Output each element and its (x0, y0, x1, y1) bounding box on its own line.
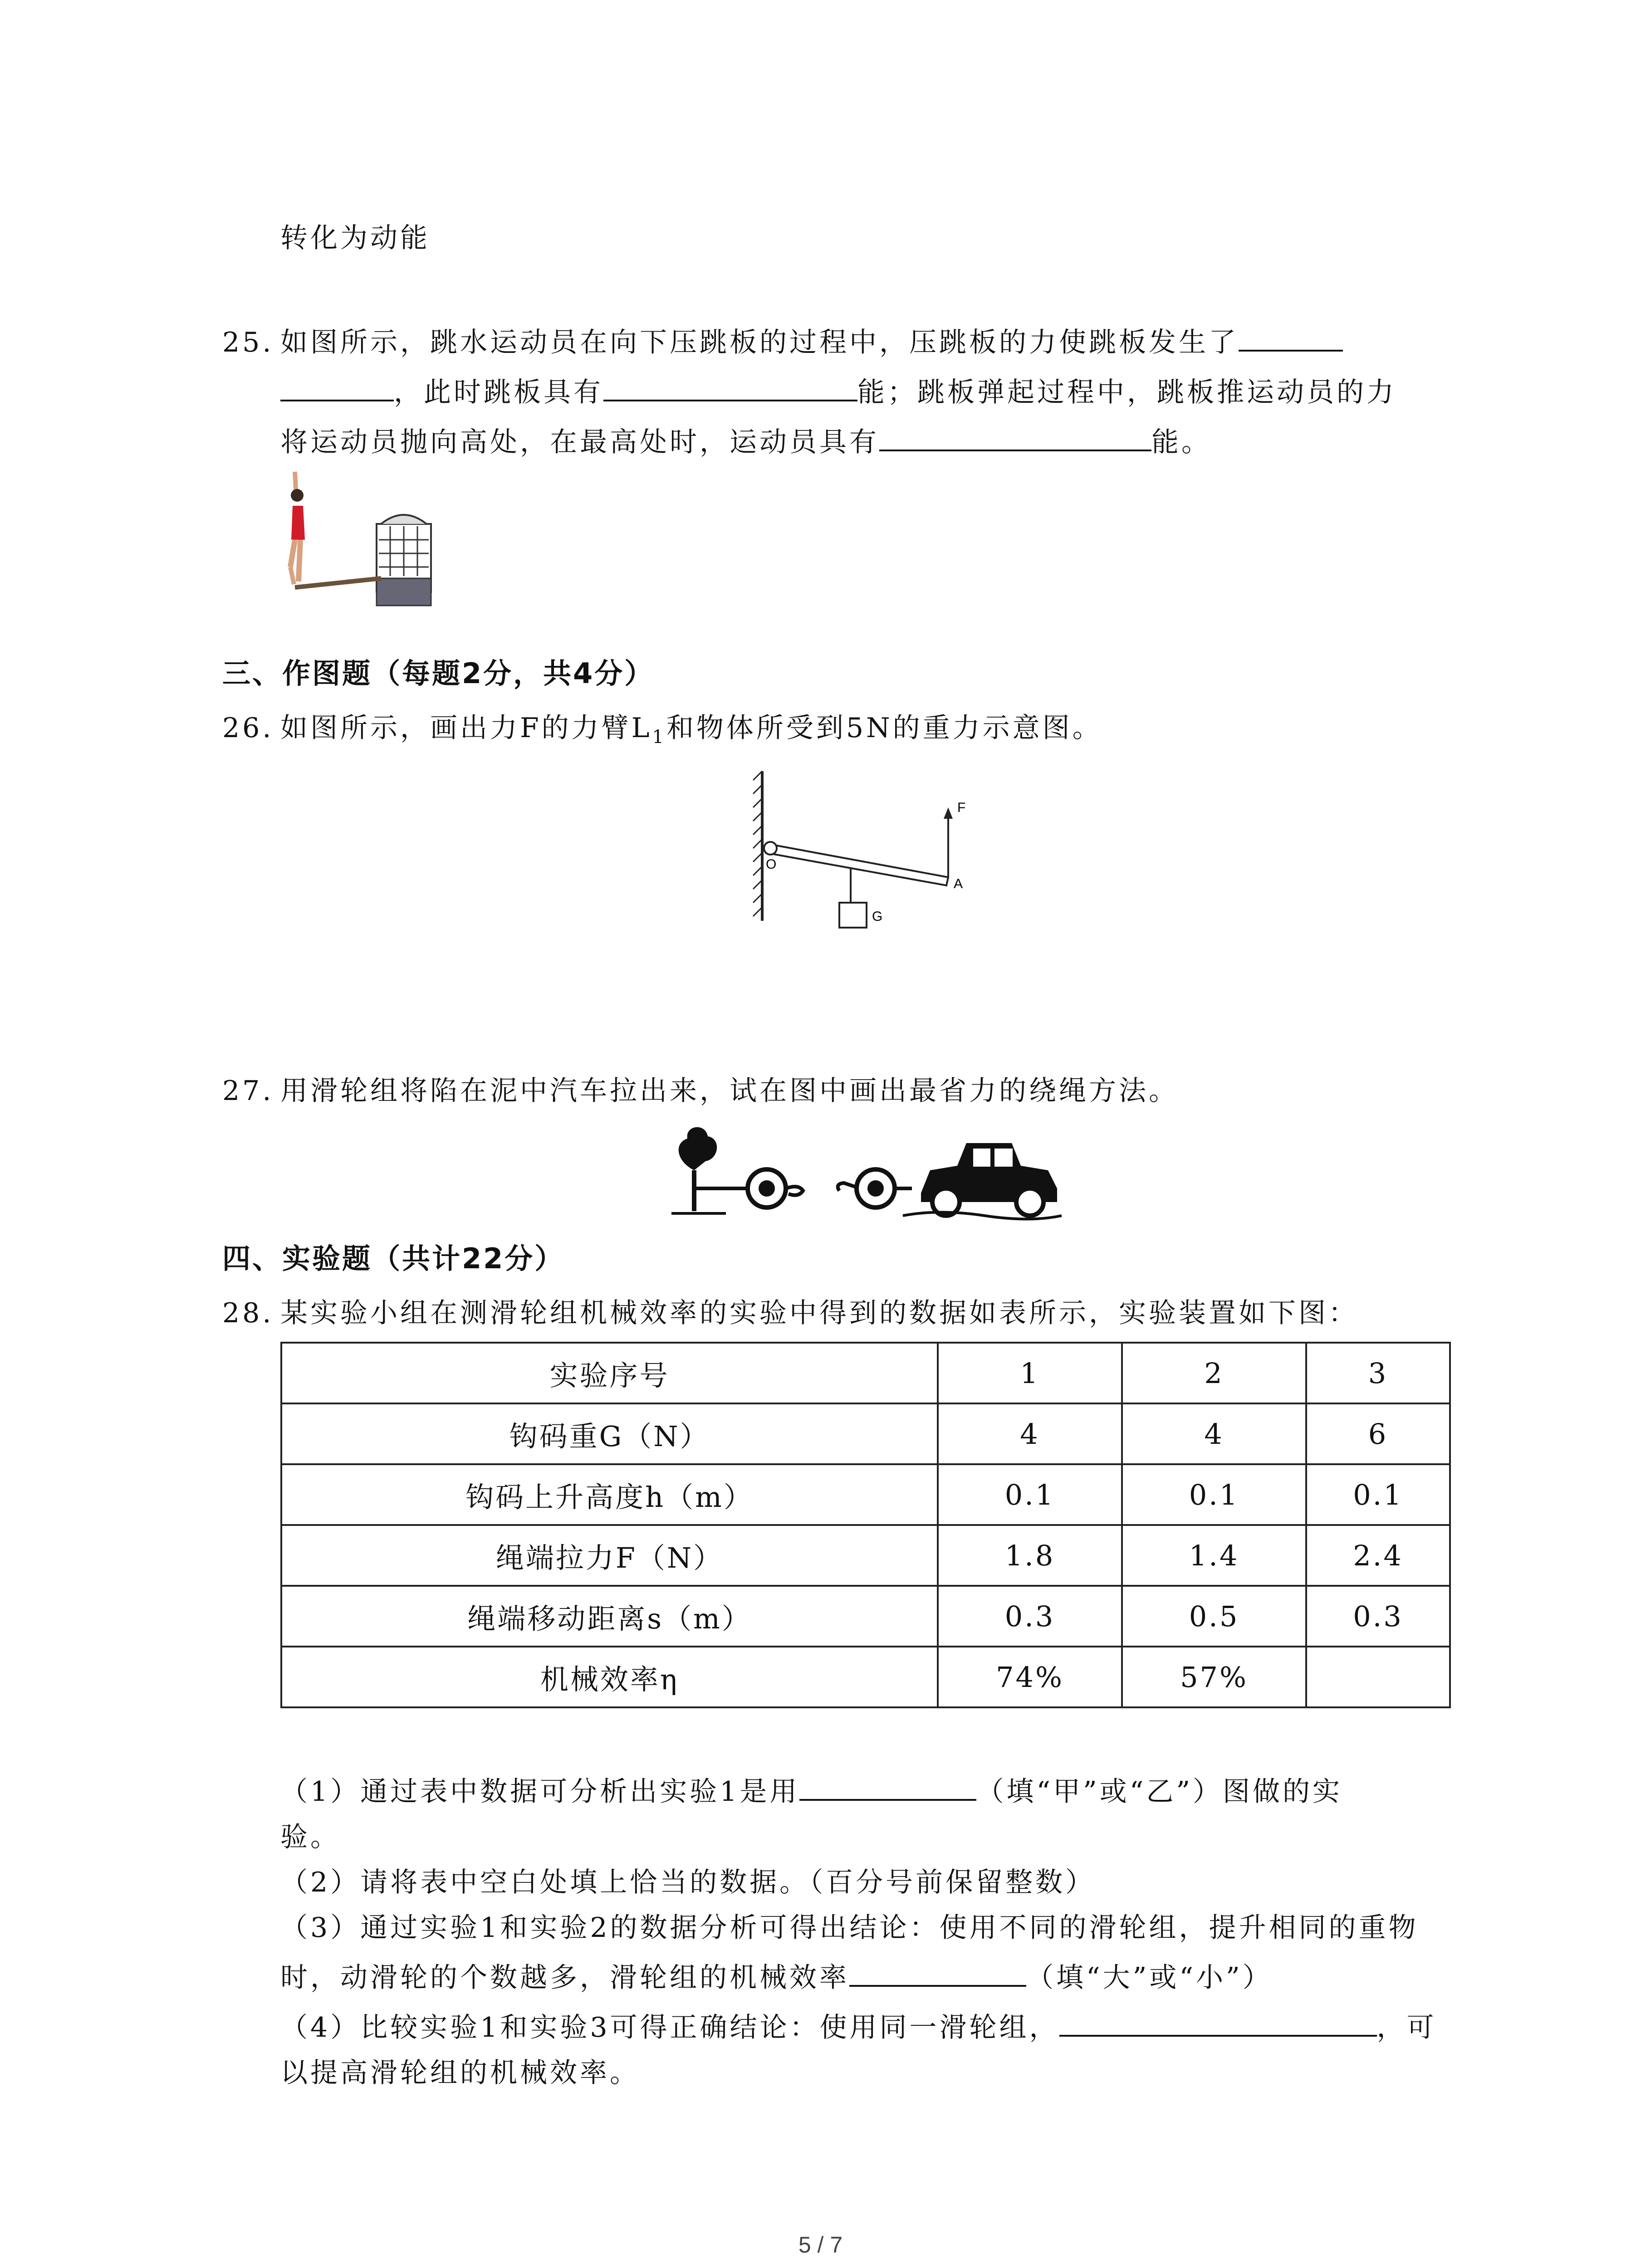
table-cell: 0.1 (938, 1464, 1122, 1525)
pulley-car-diagram (667, 1116, 1066, 1225)
table-cell: 钩码上升高度h（m） (281, 1464, 938, 1525)
q25-line2a-text: ，此时跳板具有 (394, 376, 603, 408)
q28-p3b: 时，动滑轮的个数越多，滑轮组的机械效率 (280, 1962, 849, 1994)
label-G: G (872, 909, 883, 924)
q25-line2b-text: 能；跳板弹起过程中，跳板推运动员的力 (857, 376, 1396, 408)
table-cell: 0.3 (1306, 1586, 1450, 1647)
q28-p1c: 验。 (280, 1821, 340, 1853)
q28-p3a: （3）通过实验1和实验2的数据分析可得出结论：使用不同的滑轮组，提升相同的重物 (280, 1912, 1419, 1944)
table-cell: 绳端拉力F（N） (281, 1525, 938, 1586)
q25-blank-1b[interactable] (280, 372, 394, 401)
table-cell: 4 (1122, 1403, 1306, 1464)
table-header-row (281, 1343, 1450, 1403)
q28-p4c: 以提高滑轮组的机械效率。 (280, 2057, 640, 2089)
table-cell: 钩码重G（N） (281, 1403, 938, 1464)
q28-p1-line1 (280, 1771, 1342, 1812)
q27-number: 27. (222, 1075, 274, 1107)
lever-diagram (744, 767, 998, 948)
q26-number: 26. (222, 712, 274, 744)
table-header-cell: 3 (1306, 1343, 1450, 1403)
table-cell: 机械效率η (281, 1647, 938, 1707)
experiment-data-table (280, 1342, 1451, 1708)
table-cell: 1.8 (938, 1525, 1122, 1586)
section-3-heading: 三、作图题（每题2分，共4分） (222, 657, 655, 690)
table-cell: 74% (938, 1647, 1122, 1707)
table-cell: 57% (1122, 1647, 1306, 1707)
q28-blank-1[interactable] (799, 1772, 976, 1801)
table-header-cell: 实验序号 (281, 1343, 938, 1403)
q25-line1 (280, 322, 1343, 363)
table-cell: 2.4 (1306, 1525, 1450, 1586)
table-cell: 绳端移动距离s（m） (281, 1586, 938, 1647)
table-cell: 4 (938, 1403, 1122, 1464)
table-header-cell: 2 (1122, 1343, 1306, 1403)
continued-text: 转化为动能 (280, 222, 430, 254)
label-O: O (766, 857, 777, 872)
q28-p3-line2 (280, 1957, 1273, 1998)
section-4-heading: 四、实验题（共计22分） (222, 1242, 565, 1275)
table-row (281, 1586, 1450, 1647)
diver-illustration (272, 463, 445, 608)
table-row (281, 1647, 1450, 1707)
q25-number: 25. (222, 327, 274, 358)
q28-p4b: ，可 (1376, 2012, 1437, 2043)
q28-number: 28. (222, 1297, 274, 1329)
table-cell: 0.1 (1122, 1464, 1306, 1525)
table-row (281, 1525, 1450, 1586)
q25-line1-text: 如图所示，跳水运动员在向下压跳板的过程中，压跳板的力使跳板发生了 (280, 327, 1239, 358)
q25-blank-2[interactable] (603, 372, 857, 401)
q25-blank-1a[interactable] (1239, 323, 1343, 352)
label-A: A (954, 876, 963, 891)
page-number: 5 / 7 (798, 2232, 843, 2258)
label-F: F (957, 800, 966, 815)
q25-line3 (280, 422, 1211, 463)
q28-p2: （2）请将表中空白处填上恰当的数据。（百分号前保留整数） (280, 1867, 1096, 1898)
q28-p3c: （填“大”或“小”） (1026, 1962, 1273, 1994)
table-row (281, 1403, 1450, 1464)
table-cell: 1.4 (1122, 1525, 1306, 1586)
efficiency-blank-cell[interactable] (1306, 1647, 1450, 1707)
q26-text-b: 和物体所受到5N的重力示意图。 (666, 712, 1102, 744)
q25-line2 (280, 372, 1396, 413)
q25-blank-3[interactable] (879, 422, 1151, 451)
q28-text: 某实验小组在测滑轮组机械效率的实验中得到的数据如表所示，实验装置如下图： (280, 1297, 1358, 1329)
table-cell: 0.5 (1122, 1586, 1306, 1647)
q25-line3b-text: 能。 (1151, 426, 1211, 458)
q26-text-a: 如图所示，画出力F的力臂L (280, 712, 652, 744)
q27-text: 用滑轮组将陷在泥中汽车拉出来，试在图中画出最省力的绕绳方法。 (280, 1075, 1179, 1107)
q28-p1b: （填“甲”或“乙”）图做的实 (976, 1776, 1343, 1808)
q26-subscript: 1 (652, 727, 666, 748)
q28-blank-4[interactable] (1059, 2008, 1377, 2037)
q26-text (280, 708, 1102, 758)
table-cell: 0.3 (938, 1586, 1122, 1647)
q28-p4-line1 (280, 2007, 1437, 2048)
table-row (281, 1464, 1450, 1525)
table-cell: 6 (1306, 1403, 1450, 1464)
q25-line3a-text: 将运动员抛向高处，在最高处时，运动员具有 (280, 426, 879, 458)
q28-p4a: （4）比较实验1和实验3可得正确结论：使用同一滑轮组， (280, 2012, 1059, 2043)
q28-p1a: （1）通过表中数据可分析出实验1是用 (280, 1776, 800, 1808)
table-cell: 0.1 (1306, 1464, 1450, 1525)
q28-blank-3[interactable] (849, 1958, 1026, 1987)
table-header-cell: 1 (938, 1343, 1122, 1403)
